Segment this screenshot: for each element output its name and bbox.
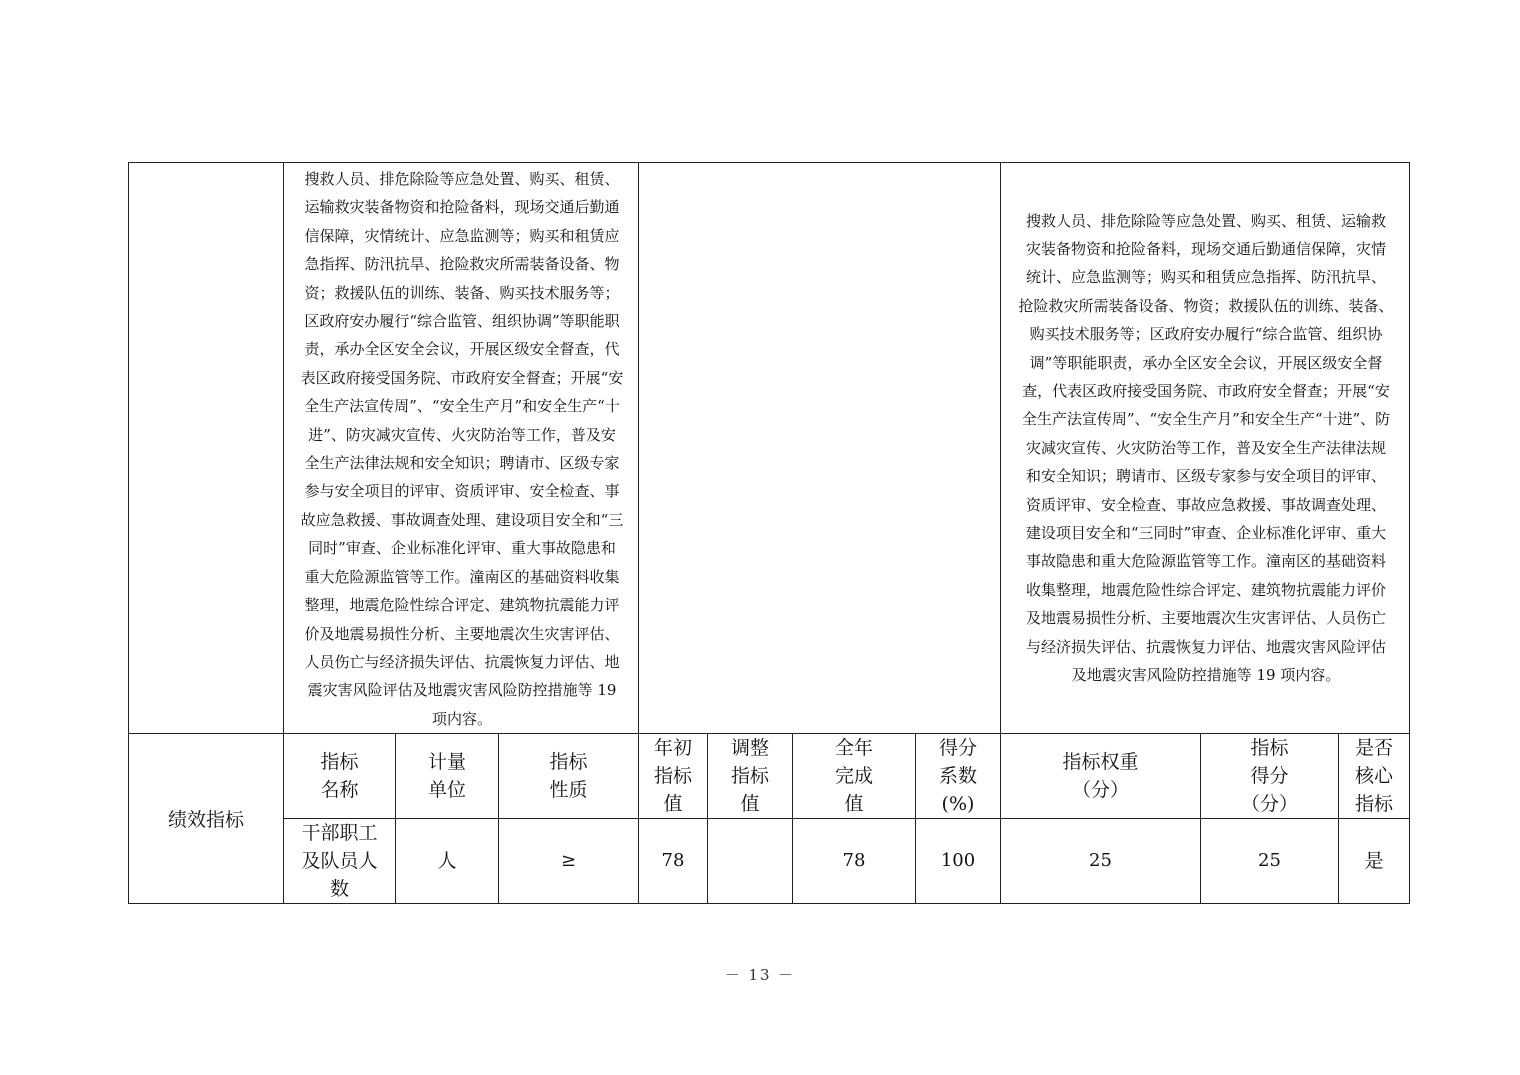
header-unit: 计量 单位 — [396, 734, 499, 819]
description-text-right-end: 及地震灾害风险防控措施等 19 项内容。 — [1071, 666, 1341, 685]
header-initial-value: 年初 指标 值 — [639, 734, 708, 819]
cell-initial-value: 78 — [639, 819, 708, 904]
description-text-left: 搜救人员、排危除险等应急处置、购买、租赁、 运输救灾装备物资和抢险备料，现场交通后勤通 信保障，灾情统计、应急监测等；购买和租赁应 急指挥、防汛抗旱、抢险救灾所需装备设备、物 资；救援队伍的训练、装备、购买技术服务等； 区政府安办履行“综合监管、组织协调”等职能职 责，承办全区安全会议，开展区级安全督查，代 表区政府接受国务院、市政府安全督查；开展“安 全生产法宣传周”、“安全生产月”和安全生产“十 进”、防灾减灾宣传、火灾防治等工作，普及安 全生产法律法规和安全知识；聘请市、区级专家 参与安全项目的评审、资质评审、安全检查、事 故应急救援、事故调查处理、建设项目安全和“三 同时”审查、企业标准化评审、重大事故隐患和 重大危险源监管等工作。潼南区的基础资料收集 整理，地震危险性综合评定、建筑物抗震能力评 价及地震易损性分析、主要地震次生灾害评估、 人员伤亡与经济损失评估、抗震恢复力评估、地 震灾害风险评估及地震灾害风险防控措施等 19 — [300, 170, 624, 700]
cell-weight: 25 — [1001, 819, 1201, 904]
performance-table — [128, 162, 1410, 904]
header-adjusted-value: 调整 指标 值 — [708, 734, 793, 819]
header-score-coefficient: 得分 系数 (%) — [916, 734, 1001, 819]
cell-is-core: 是 — [1339, 819, 1410, 904]
description-text-right: 搜救人员、排危除险等应急处置、购买、租赁、运输救 灾装备物资和抢险备料，现场交通后勤通信保障，灾情 统计、应急监测等；购买和租赁应急指挥、防汛抗旱、 抢险救灾所需装备设备、物资；救援队伍的训练、装备、 购买技术服务等；区政府安办履行“综合监管、组织协 调”等职能职责，承办全区安全会议，开展区级安全督 查，代表区政府接受国务院、市政府安全督查；开展“安 全生产法宣传周”、“安全生产月”和安全生产“十进”、防 灾减灾宣传、火灾防治等工作，普及安全生产法律法规 和安全知识；聘请市、区级专家参与安全项目的评审、 资质评审、安全检查、事故应急救援、事故调查处理、 建设项目安全和“三同时”审查、企业标准化评审、重大 事故隐患和重大危险源监管等工作。潼南区的基础资料 收集整理，地震危险性综合评定、建筑物抗震能力评价 及地震易损性分析、主要地震次生灾害评估、人员伤亡 与经济损失评估、抗震恢复力评估、地震灾害风险评估 — [1018, 211, 1394, 656]
page-number: － 13 － — [724, 966, 796, 984]
cell-nature: ≥ — [499, 819, 639, 904]
description-text-left-end: 项内容。 — [431, 709, 492, 728]
description-cell-left — [284, 163, 639, 734]
header-annual-completion: 全年 完成 值 — [793, 734, 916, 819]
cell-score-coefficient: 100 — [916, 819, 1001, 904]
header-nature: 指标 性质 — [499, 734, 639, 819]
table-row — [129, 819, 1410, 904]
header-indicator-name: 指标 名称 — [284, 734, 396, 819]
blank-label-cell — [129, 163, 284, 734]
header-score: 指标 得分 （分） — [1201, 734, 1339, 819]
cell-unit: 人 — [396, 819, 499, 904]
cell-adjusted-value — [708, 819, 793, 904]
description-row — [129, 163, 1410, 734]
section-label: 绩效指标 — [129, 734, 284, 904]
header-weight: 指标权重 （分） — [1001, 734, 1201, 819]
blank-description-cell — [639, 163, 1001, 734]
header-is-core: 是否 核心 指标 — [1339, 734, 1410, 819]
description-cell-right — [1001, 163, 1410, 734]
cell-score: 25 — [1201, 819, 1339, 904]
cell-annual-completion: 78 — [793, 819, 916, 904]
header-row — [129, 734, 1410, 819]
cell-indicator-name: 干部职工 及队员人 数 — [284, 819, 396, 904]
